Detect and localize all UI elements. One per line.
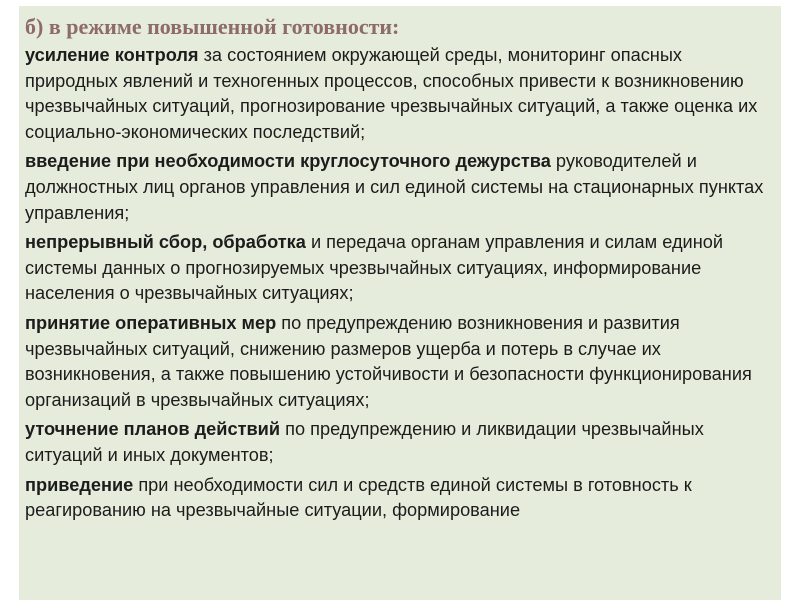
item-text: по предупреждению возникновения и развития чрезвычайных ситуаций, снижению размеров ущерба и потерь в случае их возникновения, а также повышению устойчивости и безопасности функционирования организаций в чрезвычайных ситуациях; xyxy=(25,312,752,410)
item-lead: введение при необходимости круглосуточного дежурства xyxy=(25,151,551,172)
item-lead: принятие оперативных мер xyxy=(25,312,277,333)
list-item xyxy=(25,43,777,149)
item-text: по предупреждению и ликвидации чрезвычайных ситуаций и иных документов; xyxy=(25,419,704,465)
item-lead: непрерывный сбор, обработка xyxy=(25,232,306,253)
list-item xyxy=(25,230,777,311)
item-text: за состоянием окружающей среды, мониторинг опасных природных явлений и техногенных процессов, способных привести к возникновению чрезвычайных ситуаций, прогнозирование чрезвычайных ситуаций, а также оценка их социально-экономических последствий; xyxy=(25,45,758,142)
item-text: и передача органам управления и силам единой системы данных о прогнозируемых чрезвычайных ситуациях, информирование населения о чрезвычайных ситуациях; xyxy=(25,232,724,304)
item-text: при необходимости сил и средств единой системы в готовность к реагированию на чрезвычайные ситуации, формирование xyxy=(25,474,692,521)
slide-heading: б) в режиме повышенной готовности: xyxy=(25,14,400,39)
list-item xyxy=(25,149,777,230)
slide xyxy=(19,6,781,600)
measures-list xyxy=(25,43,777,528)
item-lead: усиление контроля xyxy=(25,45,199,65)
item-lead: уточнение планов действий xyxy=(25,419,281,440)
list-item xyxy=(25,417,777,472)
list-item xyxy=(25,473,777,528)
list-item xyxy=(25,311,777,417)
item-lead: приведение xyxy=(25,474,134,495)
item-text: руководителей и должностных лиц органов управления и сил единой системы на стационарных пунктах управления; xyxy=(25,151,764,223)
